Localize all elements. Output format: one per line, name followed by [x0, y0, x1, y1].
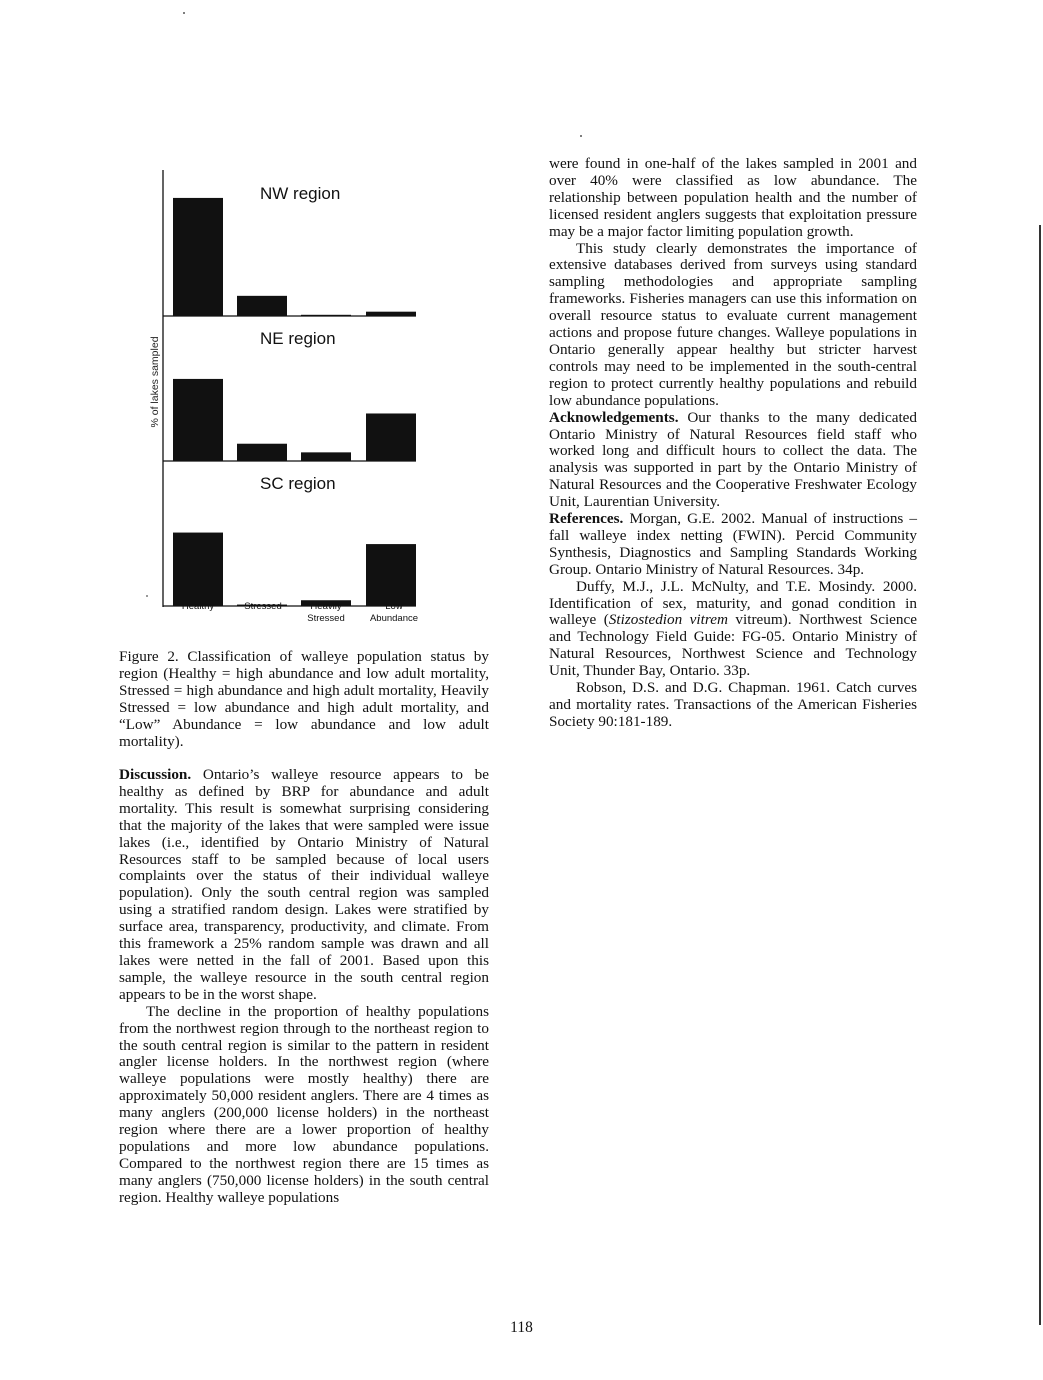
category-label: "Low" — [381, 601, 407, 612]
discussion-p1-text: Ontario’s walleye resource appears to be healthy as defined by BRP for abundance and adult mortality. This result is somewhat surprising considering that the majority of the lakes that were sampled were issue lakes (i.e., identified by Ontario Ministry of Natural Resources staff to be sampled because of local users complaints over the status of their individual walleye population). Only the south central region was sampled using a stratified random design. Lakes were stratified by surface area, transparency, productivity, and climate. From this framework a 25% random sample was drawn and all lakes were netted in the fall of 2001. Based upon this sample, the walleye resource in the south central region appears to be in the worst shape. — [119, 766, 489, 1003]
acknowledgements-heading: Acknowledgements. — [549, 408, 679, 426]
reference-1-text: Morgan, G.E. 2002. Manual of instructions – fall walleye index netting (FWIN). Percid Community Synthesis, Diagnostics and Sampling Standards Working Group. Ontario Ministry of Natural Resources. 34p. — [549, 510, 917, 578]
bar-3-4 — [366, 544, 416, 606]
reference-3: Robson, D.S. and D.G. Chapman. 1961. Catch curves and mortality rates. Transactions of the American Fisheries Society 90:181-189. — [549, 679, 917, 730]
figure-caption: Figure 2. Classification of walleye population status by region (Healthy = high abundance and low adult mortality, Stressed = high abundance and high adult mortality, Heavily Stressed = low abundance and high adult mortality, and “Low” Abundance = low abundance and low adult mortality). — [119, 648, 489, 750]
reference-2-text-b: vitreum). Northwest Science and Technology Field Guide: FG-05. Ontario Ministry of Natural Resources, Northwest Science and Technology Unit, Thunder Bay, Ontario. 33p. — [549, 611, 917, 680]
reference-2-text-a: Duffy, M.J., J.L. McNulty, and T.E. Mosindy. 2000. Identification of sex, maturity, and gonad condition in walleye ( — [549, 577, 917, 629]
panel-title: NW region — [260, 184, 341, 203]
left-column — [119, 767, 489, 1207]
panel-title: NE region — [260, 329, 336, 348]
chart-svg — [140, 160, 440, 640]
bar-1-4 — [366, 312, 416, 316]
discussion-paragraph-2: The decline in the proportion of healthy populations from the northwest region through to the northeast region to the south central region is similar to the pattern in resident angler license holders. In the northwest region (where walleye populations were mostly healthy) there are approximately 50,000 resident anglers. There are 4 times as many anglers (200,000 license holders) in the northeast region where there are a lower proportion of healthy populations and more low abundance populations. Compared to the northwest region there are 15 times as many anglers (750,000 license holders) in the south central region. Healthy walleye populations — [119, 1002, 489, 1206]
figure-2-chart — [140, 160, 440, 645]
bar-1-3 — [301, 315, 351, 316]
bar-2-1 — [173, 379, 223, 461]
category-label: Heavily — [310, 601, 342, 612]
reference-2 — [549, 579, 917, 680]
category-label: Abundance — [369, 613, 419, 624]
scan-speck — [580, 135, 582, 137]
reference-1 — [549, 511, 917, 579]
bar-1-2 — [237, 296, 287, 316]
right-column — [549, 156, 917, 731]
bar-1-1 — [173, 198, 223, 316]
reference-2-species: Stizostedion vitrem — [608, 611, 728, 629]
discussion-paragraph-3: were found in one-half of the lakes sampled in 2001 and over 40% were classified as low abundance. The relationship between population health and the number of licensed resident anglers suggests that exploitation pressure may be a major factor limiting population growth. — [549, 155, 917, 240]
scan-speck — [183, 12, 185, 14]
category-label: Stressed — [307, 613, 345, 624]
bar-2-4 — [366, 413, 416, 461]
bar-3-1 — [173, 533, 223, 606]
references-heading: References. — [549, 510, 624, 528]
page-number: 118 — [510, 1319, 533, 1336]
y-axis-label: % of lakes sampled — [149, 336, 161, 428]
bar-2-3 — [301, 452, 351, 461]
category-label: Healthy — [181, 601, 215, 612]
acknowledgements-text: Our thanks to the many dedicated Ontario Ministry of Natural Resources field staff who worked long and difficult hours to collect the data. The analysis was supported in part by the Ontario Ministry of Natural Resources and the Cooperative Freshwater Ecology Unit, Laurentian University. — [549, 408, 917, 511]
acknowledgements-paragraph — [549, 410, 917, 511]
bar-2-2 — [237, 444, 287, 461]
discussion-paragraph-4: This study clearly demonstrates the importance of extensive databases derived from surveys using standard sampling methodologies and appropriate sampling frameworks. Fisheries managers can use this information on overall resource status to evaluate current management actions and propose future changes. Walleye populations in Ontario generally appear healthy but stricter harvest controls may need to be implemented in the south-central region to protect currently healthy populations and rebuild low abundance populations. — [549, 239, 917, 409]
category-label: Stressed — [244, 601, 282, 612]
panel-title: SC region — [260, 474, 336, 493]
discussion-heading: Discussion. — [119, 766, 192, 783]
discussion-paragraph-1 — [119, 767, 489, 1004]
scan-edge-line — [1039, 225, 1041, 1325]
